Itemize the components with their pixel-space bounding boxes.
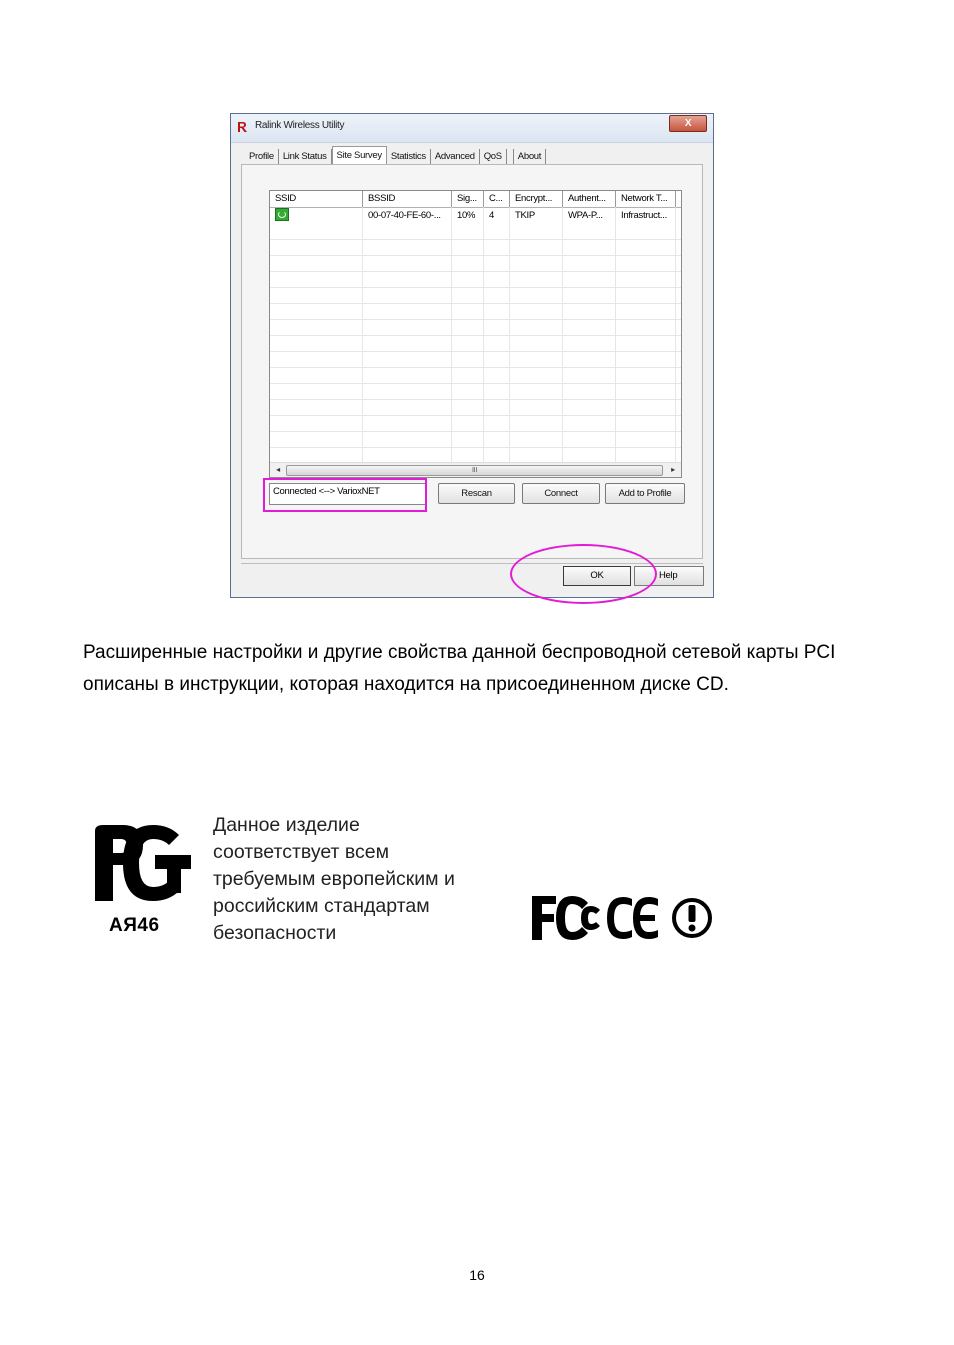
certification-text xyxy=(213,812,455,947)
empty-list-rows xyxy=(270,224,681,463)
certification-code: АЯ46 xyxy=(109,915,160,936)
ok-highlight-ellipse xyxy=(510,544,657,604)
tab-profile[interactable]: Profile xyxy=(245,149,279,164)
tab-bar xyxy=(245,146,546,164)
network-row[interactable] xyxy=(270,208,681,224)
title-bar xyxy=(231,114,713,143)
connect-button[interactable]: Connect xyxy=(522,483,600,504)
certification-line: российским стандартам xyxy=(213,895,430,917)
signal-icon xyxy=(275,208,289,221)
ralink-app-icon xyxy=(237,121,248,133)
column-header-ssid[interactable]: SSID xyxy=(270,191,363,207)
scroll-thumb[interactable] xyxy=(286,465,663,476)
rescan-button[interactable]: Rescan xyxy=(438,483,515,504)
connection-status: Connected <--> VarioxNET xyxy=(269,483,427,505)
cell-encryption: TKIP xyxy=(510,208,563,224)
list-header xyxy=(270,191,681,208)
instruction-paragraph: Расширенные настройки и другие свойства данной беспроводной сетевой карты PCI описаны в инструкции, которая находится на присоединенном диске CD. xyxy=(83,642,836,695)
scroll-grip-icon: III xyxy=(472,467,477,474)
tab-qos[interactable]: QoS xyxy=(480,149,507,164)
cell-network-type: Infrastruct... xyxy=(616,208,676,224)
network-list[interactable] xyxy=(269,190,682,478)
horizontal-scrollbar[interactable] xyxy=(270,462,681,477)
column-header-bssid[interactable]: BSSID xyxy=(363,191,452,207)
scroll-left-icon[interactable]: ◂ xyxy=(276,465,280,474)
tab-site-survey[interactable]: Site Survey xyxy=(332,146,387,164)
cell-channel: 4 xyxy=(484,208,510,224)
column-header-signal[interactable]: Sig... xyxy=(452,191,484,207)
column-header-network-type[interactable]: Network T... xyxy=(616,191,676,207)
column-header-authentication[interactable]: Authent... xyxy=(563,191,616,207)
ok-button[interactable]: OK xyxy=(563,566,631,586)
status-highlight-rectangle xyxy=(263,478,427,512)
tab-advanced[interactable]: Advanced xyxy=(431,149,480,164)
certification-line: безопасности xyxy=(213,922,337,944)
pct-certification-logo xyxy=(93,823,193,903)
column-header-encryption[interactable]: Encrypt... xyxy=(510,191,563,207)
tab-statistics[interactable]: Statistics xyxy=(387,149,431,164)
scroll-right-icon[interactable]: ▸ xyxy=(671,465,675,474)
cell-signal: 10% xyxy=(452,208,484,224)
tab-about[interactable]: About xyxy=(513,149,546,164)
cell-ssid xyxy=(270,208,363,224)
fcc-ce-alert-logos xyxy=(530,893,715,943)
close-icon: X xyxy=(684,118,692,129)
column-header-channel[interactable]: C... xyxy=(484,191,510,207)
cell-bssid: 00-07-40-FE-60-... xyxy=(363,208,452,224)
ralink-utility-window xyxy=(230,113,714,598)
certification-line: соответствует всем xyxy=(213,841,390,863)
certification-line: требуемым европейским и xyxy=(213,868,455,890)
close-button[interactable] xyxy=(669,115,707,132)
add-to-profile-button[interactable]: Add to Profile xyxy=(605,483,685,504)
cell-authentication: WPA-P... xyxy=(563,208,616,224)
window-title: Ralink Wireless Utility xyxy=(255,120,345,131)
page-number: 16 xyxy=(469,1267,485,1283)
help-button[interactable]: Help xyxy=(634,566,704,586)
tab-link-status[interactable]: Link Status xyxy=(279,149,332,164)
certification-line: Данное изделие xyxy=(213,814,360,836)
